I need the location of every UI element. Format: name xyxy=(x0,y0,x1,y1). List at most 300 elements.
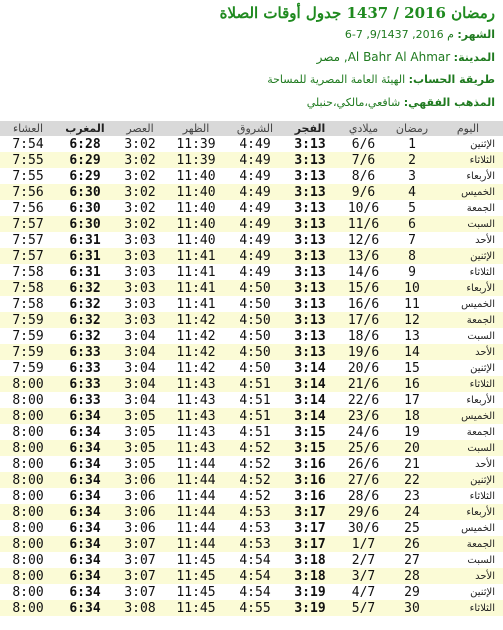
cell-asr: 3:07 xyxy=(124,584,156,600)
cell-maghrib: 6:31 xyxy=(69,264,101,280)
cell-sunrise: 4:51 xyxy=(226,376,284,392)
cell-gregorian: 20/6 xyxy=(347,360,380,376)
cell-dhuhr: 11:43 xyxy=(166,408,226,424)
header-ramadan: رمضان xyxy=(391,121,433,136)
cell-ramadan: 22 xyxy=(391,472,433,488)
cell-maghrib: 6:34 xyxy=(69,552,101,568)
cell-maghrib: 6:28 xyxy=(69,136,101,152)
cell-maghrib: 6:33 xyxy=(69,360,101,376)
cell-maghrib: 6:31 xyxy=(56,248,114,264)
cell-maghrib: 6:29 xyxy=(69,168,101,184)
cell-isha: 8:00 xyxy=(0,600,56,616)
cell-ramadan: 19 xyxy=(404,424,420,440)
cell-asr: 3:03 xyxy=(124,264,156,280)
cell-ramadan: 12 xyxy=(391,312,433,328)
cell-sunrise: 4:49 xyxy=(226,216,284,232)
cell-fajr: 3:13 xyxy=(294,296,326,312)
cell-dhuhr: 11:40 xyxy=(166,216,226,232)
cell-dhuhr: 11:39 xyxy=(176,136,216,152)
cell-dhuhr: 11:44 xyxy=(176,520,216,536)
cell-sunrise: 4:49 xyxy=(226,184,284,200)
cell-fajr: 3:18 xyxy=(284,568,336,584)
cell-isha: 8:00 xyxy=(0,536,56,552)
cell-fajr: 3:13 xyxy=(284,312,336,328)
cell-maghrib: 6:34 xyxy=(69,520,101,536)
header-gregorian: ميلادي xyxy=(336,121,391,136)
header-isha: العشاء xyxy=(0,121,56,136)
cell-fajr: 3:14 xyxy=(294,360,326,376)
cell-day: الخميس xyxy=(461,522,495,534)
cell-maghrib: 6:34 xyxy=(56,600,114,616)
cell-dhuhr: 11:42 xyxy=(176,328,216,344)
cell-fajr: 3:13 xyxy=(284,280,336,296)
cell-fajr: 3:13 xyxy=(284,216,336,232)
cell-dhuhr: 11:44 xyxy=(166,536,226,552)
table-row xyxy=(0,568,503,584)
cell-asr: 3:07 xyxy=(124,552,156,568)
cell-gregorian: 13/6 xyxy=(336,248,391,264)
cell-day: الأربعاء xyxy=(433,504,503,520)
cell-gregorian: 7/6 xyxy=(336,152,391,168)
cell-day: الخميس xyxy=(433,408,503,424)
table-row xyxy=(0,488,503,504)
table-row xyxy=(0,424,503,440)
cell-asr: 3:04 xyxy=(114,376,166,392)
header-fajr: الفجر xyxy=(284,121,336,136)
cell-asr: 3:07 xyxy=(114,536,166,552)
cell-sunrise: 4:50 xyxy=(239,328,271,344)
cell-ramadan: 5 xyxy=(408,200,416,216)
cell-fajr: 3:14 xyxy=(294,392,326,408)
cell-day: الإثنين xyxy=(433,248,503,264)
table-row xyxy=(0,584,503,600)
cell-gregorian: 1/7 xyxy=(336,536,391,552)
cell-gregorian: 22/6 xyxy=(347,392,380,408)
cell-isha: 8:00 xyxy=(0,472,56,488)
cell-isha: 8:00 xyxy=(0,568,56,584)
cell-isha: 8:00 xyxy=(12,424,44,440)
cell-asr: 3:03 xyxy=(124,232,156,248)
cell-ramadan: 14 xyxy=(391,344,433,360)
cell-isha: 8:00 xyxy=(0,504,56,520)
table-row xyxy=(0,312,503,328)
cell-fajr: 3:13 xyxy=(294,232,326,248)
cell-fajr: 3:17 xyxy=(284,504,336,520)
cell-dhuhr: 11:44 xyxy=(176,488,216,504)
cell-fajr: 3:17 xyxy=(284,536,336,552)
cell-asr: 3:05 xyxy=(114,408,166,424)
cell-asr: 3:02 xyxy=(114,216,166,232)
cell-gregorian: 2/7 xyxy=(351,552,376,568)
table-row xyxy=(0,280,503,296)
cell-ramadan: 16 xyxy=(391,376,433,392)
cell-day: الإثنين xyxy=(470,586,495,598)
cell-asr: 3:03 xyxy=(124,296,156,312)
cell-gregorian: 21/6 xyxy=(336,376,391,392)
cell-isha: 7:59 xyxy=(0,312,56,328)
cell-isha: 8:00 xyxy=(12,456,44,472)
cell-fajr: 3:13 xyxy=(294,200,326,216)
cell-gregorian: 10/6 xyxy=(347,200,380,216)
cell-maghrib: 6:30 xyxy=(56,216,114,232)
cell-sunrise: 4:51 xyxy=(239,392,271,408)
cell-day: الثلاثاء xyxy=(433,376,503,392)
cell-asr: 3:02 xyxy=(124,168,156,184)
cell-dhuhr: 11:42 xyxy=(166,344,226,360)
cell-day: الثلاثاء xyxy=(469,266,495,278)
cell-isha: 7:56 xyxy=(0,184,56,200)
cell-sunrise: 4:51 xyxy=(226,408,284,424)
table-row xyxy=(0,152,503,168)
table-row xyxy=(0,408,503,424)
cell-dhuhr: 11:45 xyxy=(166,568,226,584)
cell-ramadan: 26 xyxy=(391,536,433,552)
cell-fajr: 3:16 xyxy=(294,456,326,472)
cell-maghrib: 6:34 xyxy=(56,472,114,488)
cell-maghrib: 6:34 xyxy=(69,424,101,440)
cell-isha: 7:54 xyxy=(12,136,44,152)
cell-day: الإثنين xyxy=(470,362,495,374)
school-info xyxy=(0,96,495,109)
cell-day: الأربعاء xyxy=(433,280,503,296)
cell-maghrib: 6:34 xyxy=(56,504,114,520)
cell-sunrise: 4:49 xyxy=(239,200,271,216)
table-row xyxy=(0,360,503,376)
cell-day: الأربعاء xyxy=(466,394,495,406)
cell-maghrib: 6:33 xyxy=(56,376,114,392)
cell-dhuhr: 11:39 xyxy=(166,152,226,168)
cell-dhuhr: 11:43 xyxy=(176,424,216,440)
cell-sunrise: 4:50 xyxy=(226,312,284,328)
cell-day: الإثنين xyxy=(470,138,495,150)
cell-gregorian: 16/6 xyxy=(347,296,380,312)
cell-sunrise: 4:52 xyxy=(226,440,284,456)
cell-day: الثلاثاء xyxy=(433,152,503,168)
cell-sunrise: 4:49 xyxy=(239,264,271,280)
cell-fajr: 3:13 xyxy=(284,248,336,264)
cell-maghrib: 6:34 xyxy=(56,536,114,552)
cell-asr: 3:04 xyxy=(124,328,156,344)
cell-asr: 3:03 xyxy=(114,312,166,328)
cell-asr: 3:04 xyxy=(114,344,166,360)
month-label: الشهر: xyxy=(457,28,495,41)
cell-maghrib: 6:33 xyxy=(69,392,101,408)
cell-gregorian: 5/7 xyxy=(336,600,391,616)
city-label: المدينة: xyxy=(453,51,495,64)
cell-dhuhr: 11:44 xyxy=(176,456,216,472)
cell-sunrise: 4:49 xyxy=(226,248,284,264)
cell-fajr: 3:14 xyxy=(284,376,336,392)
cell-asr: 3:08 xyxy=(114,600,166,616)
cell-gregorian: 29/6 xyxy=(336,504,391,520)
cell-isha: 7:59 xyxy=(12,328,44,344)
cell-maghrib: 6:31 xyxy=(69,232,101,248)
cell-ramadan: 8 xyxy=(391,248,433,264)
cell-isha: 7:58 xyxy=(12,264,44,280)
method-info xyxy=(0,73,495,86)
cell-day: الأحد xyxy=(475,234,495,246)
cell-day: الجمعة xyxy=(466,202,495,214)
table-row xyxy=(0,248,503,264)
cell-dhuhr: 11:41 xyxy=(166,248,226,264)
cell-day: الثلاثاء xyxy=(469,490,495,502)
table-row xyxy=(0,536,503,552)
cell-fajr: 3:19 xyxy=(294,584,326,600)
table-row xyxy=(0,520,503,536)
table-row xyxy=(0,376,503,392)
cell-maghrib: 6:34 xyxy=(69,584,101,600)
cell-isha: 8:00 xyxy=(12,488,44,504)
cell-maghrib: 6:32 xyxy=(56,312,114,328)
school-label: المذهب الفقهي: xyxy=(403,96,495,109)
cell-sunrise: 4:50 xyxy=(239,360,271,376)
cell-ramadan: 20 xyxy=(391,440,433,456)
table-row xyxy=(0,392,503,408)
cell-dhuhr: 11:45 xyxy=(166,600,226,616)
cell-gregorian: 9/6 xyxy=(336,184,391,200)
cell-sunrise: 4:53 xyxy=(226,536,284,552)
method-label: طريقة الحساب: xyxy=(408,73,495,86)
cell-asr: 3:06 xyxy=(114,504,166,520)
cell-ramadan: 13 xyxy=(404,328,420,344)
month-value: 6-7 ,9/1437 ,2016 م xyxy=(344,28,454,41)
cell-sunrise: 4:50 xyxy=(226,280,284,296)
cell-asr: 3:05 xyxy=(124,456,156,472)
cell-fajr: 3:13 xyxy=(294,136,326,152)
cell-asr: 3:07 xyxy=(114,568,166,584)
cell-fajr: 3:13 xyxy=(294,168,326,184)
cell-asr: 3:04 xyxy=(124,392,156,408)
cell-sunrise: 4:50 xyxy=(226,344,284,360)
cell-maghrib: 6:30 xyxy=(69,200,101,216)
cell-sunrise: 4:49 xyxy=(239,232,271,248)
cell-fajr: 3:13 xyxy=(284,344,336,360)
cell-dhuhr: 11:44 xyxy=(166,472,226,488)
cell-sunrise: 4:54 xyxy=(239,552,271,568)
cell-gregorian: 17/6 xyxy=(336,312,391,328)
cell-day: الأحد xyxy=(433,344,503,360)
table-row xyxy=(0,504,503,520)
table-row xyxy=(0,200,503,216)
cell-isha: 8:00 xyxy=(12,392,44,408)
cell-fajr: 3:16 xyxy=(284,472,336,488)
cell-gregorian: 24/6 xyxy=(347,424,380,440)
table-row xyxy=(0,328,503,344)
cell-isha: 7:58 xyxy=(12,296,44,312)
cell-ramadan: 7 xyxy=(408,232,416,248)
cell-ramadan: 29 xyxy=(404,584,420,600)
cell-fajr: 3:19 xyxy=(284,600,336,616)
cell-gregorian: 27/6 xyxy=(336,472,391,488)
cell-maghrib: 6:32 xyxy=(69,296,101,312)
cell-dhuhr: 11:43 xyxy=(166,376,226,392)
cell-maghrib: 6:34 xyxy=(69,488,101,504)
header-dhuhr: الظهر xyxy=(166,121,226,136)
cell-isha: 7:59 xyxy=(0,344,56,360)
cell-asr: 3:03 xyxy=(114,248,166,264)
cell-sunrise: 4:49 xyxy=(239,136,271,152)
cell-dhuhr: 11:40 xyxy=(166,184,226,200)
header-sunrise: الشروق xyxy=(226,121,284,136)
cell-isha: 7:58 xyxy=(0,280,56,296)
cell-gregorian: 30/6 xyxy=(347,520,380,536)
table-row xyxy=(0,472,503,488)
cell-ramadan: 3 xyxy=(408,168,416,184)
cell-isha: 7:57 xyxy=(0,216,56,232)
cell-gregorian: 26/6 xyxy=(347,456,380,472)
cell-ramadan: 10 xyxy=(391,280,433,296)
cell-asr: 3:02 xyxy=(124,136,156,152)
table-row xyxy=(0,296,503,312)
cell-day: الجمعة xyxy=(466,426,495,438)
cell-dhuhr: 11:43 xyxy=(166,440,226,456)
cell-ramadan: 27 xyxy=(404,552,420,568)
cell-day: الجمعة xyxy=(433,536,503,552)
prayer-times-table xyxy=(0,121,503,616)
cell-gregorian: 11/6 xyxy=(336,216,391,232)
cell-sunrise: 4:49 xyxy=(239,168,271,184)
cell-ramadan: 1 xyxy=(408,136,416,152)
city-info xyxy=(0,50,495,64)
table-row xyxy=(0,264,503,280)
cell-day: السبت xyxy=(433,216,503,232)
table-row xyxy=(0,552,503,568)
table-row xyxy=(0,232,503,248)
cell-gregorian: 25/6 xyxy=(336,440,391,456)
city-value: Al Bahr Al Ahmar, مصر xyxy=(316,50,451,64)
cell-gregorian: 15/6 xyxy=(336,280,391,296)
cell-fajr: 3:13 xyxy=(284,184,336,200)
cell-dhuhr: 11:41 xyxy=(166,280,226,296)
table-row xyxy=(0,184,503,200)
cell-day: الأحد xyxy=(475,458,495,470)
cell-sunrise: 4:55 xyxy=(226,600,284,616)
cell-fajr: 3:15 xyxy=(294,424,326,440)
cell-asr: 3:06 xyxy=(114,472,166,488)
table-row xyxy=(0,136,503,152)
cell-asr: 3:04 xyxy=(124,360,156,376)
cell-day: الأربعاء xyxy=(466,170,495,182)
cell-asr: 3:05 xyxy=(114,440,166,456)
table-row xyxy=(0,344,503,360)
cell-dhuhr: 11:40 xyxy=(176,200,216,216)
cell-asr: 3:02 xyxy=(124,200,156,216)
cell-maghrib: 6:33 xyxy=(56,344,114,360)
cell-isha: 7:57 xyxy=(0,248,56,264)
cell-ramadan: 30 xyxy=(391,600,433,616)
cell-maghrib: 6:32 xyxy=(56,280,114,296)
school-value: شافعي،مالكي،حنبلي xyxy=(306,96,401,109)
cell-day: الثلاثاء xyxy=(433,600,503,616)
cell-maghrib: 6:34 xyxy=(56,568,114,584)
cell-dhuhr: 11:42 xyxy=(166,312,226,328)
cell-gregorian: 8/6 xyxy=(351,168,376,184)
cell-day: الخميس xyxy=(433,184,503,200)
cell-isha: 8:00 xyxy=(12,552,44,568)
cell-asr: 3:06 xyxy=(124,488,156,504)
table-row xyxy=(0,600,503,616)
cell-maghrib: 6:34 xyxy=(69,456,101,472)
cell-ramadan: 21 xyxy=(404,456,420,472)
cell-gregorian: 14/6 xyxy=(347,264,380,280)
cell-fajr: 3:13 xyxy=(294,328,326,344)
cell-fajr: 3:15 xyxy=(284,440,336,456)
cell-gregorian: 19/6 xyxy=(336,344,391,360)
cell-gregorian: 4/7 xyxy=(351,584,376,600)
cell-sunrise: 4:52 xyxy=(226,472,284,488)
cell-gregorian: 6/6 xyxy=(351,136,376,152)
page-title: رمضان 2016 / 1437 جدول أوقات الصلاة xyxy=(219,4,495,22)
cell-maghrib: 6:32 xyxy=(69,328,101,344)
cell-sunrise: 4:53 xyxy=(226,504,284,520)
cell-asr: 3:06 xyxy=(124,520,156,536)
table-row xyxy=(0,168,503,184)
cell-isha: 8:00 xyxy=(12,520,44,536)
month-info xyxy=(0,28,495,41)
cell-isha: 7:55 xyxy=(12,168,44,184)
cell-isha: 8:00 xyxy=(12,584,44,600)
cell-ramadan: 6 xyxy=(391,216,433,232)
table-row xyxy=(0,456,503,472)
cell-ramadan: 9 xyxy=(408,264,416,280)
cell-day: السبت xyxy=(433,440,503,456)
cell-ramadan: 17 xyxy=(404,392,420,408)
cell-day: الإثنين xyxy=(433,472,503,488)
method-value: الهيئة العامة المصرية للمساحة xyxy=(267,73,406,86)
cell-isha: 7:57 xyxy=(12,232,44,248)
cell-sunrise: 4:54 xyxy=(239,584,271,600)
cell-ramadan: 25 xyxy=(404,520,420,536)
cell-ramadan: 11 xyxy=(404,296,420,312)
cell-gregorian: 12/6 xyxy=(347,232,380,248)
cell-dhuhr: 11:42 xyxy=(176,360,216,376)
cell-maghrib: 6:34 xyxy=(56,440,114,456)
cell-ramadan: 15 xyxy=(404,360,420,376)
cell-sunrise: 4:52 xyxy=(239,456,271,472)
header-day: اليوم xyxy=(433,121,503,136)
cell-asr: 3:02 xyxy=(114,184,166,200)
cell-ramadan: 23 xyxy=(404,488,420,504)
cell-day: السبت xyxy=(467,554,495,566)
cell-isha: 8:00 xyxy=(0,376,56,392)
cell-isha: 7:56 xyxy=(12,200,44,216)
cell-day: الخميس xyxy=(461,298,495,310)
cell-ramadan: 28 xyxy=(391,568,433,584)
cell-dhuhr: 11:43 xyxy=(176,392,216,408)
cell-day: الأحد xyxy=(433,568,503,584)
cell-ramadan: 2 xyxy=(391,152,433,168)
cell-fajr: 3:14 xyxy=(284,408,336,424)
cell-dhuhr: 11:45 xyxy=(176,584,216,600)
cell-dhuhr: 11:45 xyxy=(176,552,216,568)
cell-fajr: 3:13 xyxy=(294,264,326,280)
cell-dhuhr: 11:44 xyxy=(166,504,226,520)
table-row xyxy=(0,216,503,232)
cell-asr: 3:05 xyxy=(124,424,156,440)
cell-fajr: 3:18 xyxy=(294,552,326,568)
cell-gregorian: 3/7 xyxy=(336,568,391,584)
cell-dhuhr: 11:41 xyxy=(176,296,216,312)
cell-isha: 7:59 xyxy=(12,360,44,376)
cell-maghrib: 6:29 xyxy=(56,152,114,168)
cell-isha: 8:00 xyxy=(0,440,56,456)
cell-gregorian: 23/6 xyxy=(336,408,391,424)
cell-ramadan: 18 xyxy=(391,408,433,424)
cell-ramadan: 24 xyxy=(391,504,433,520)
cell-day: الجمعة xyxy=(433,312,503,328)
cell-fajr: 3:17 xyxy=(294,520,326,536)
cell-fajr: 3:16 xyxy=(294,488,326,504)
